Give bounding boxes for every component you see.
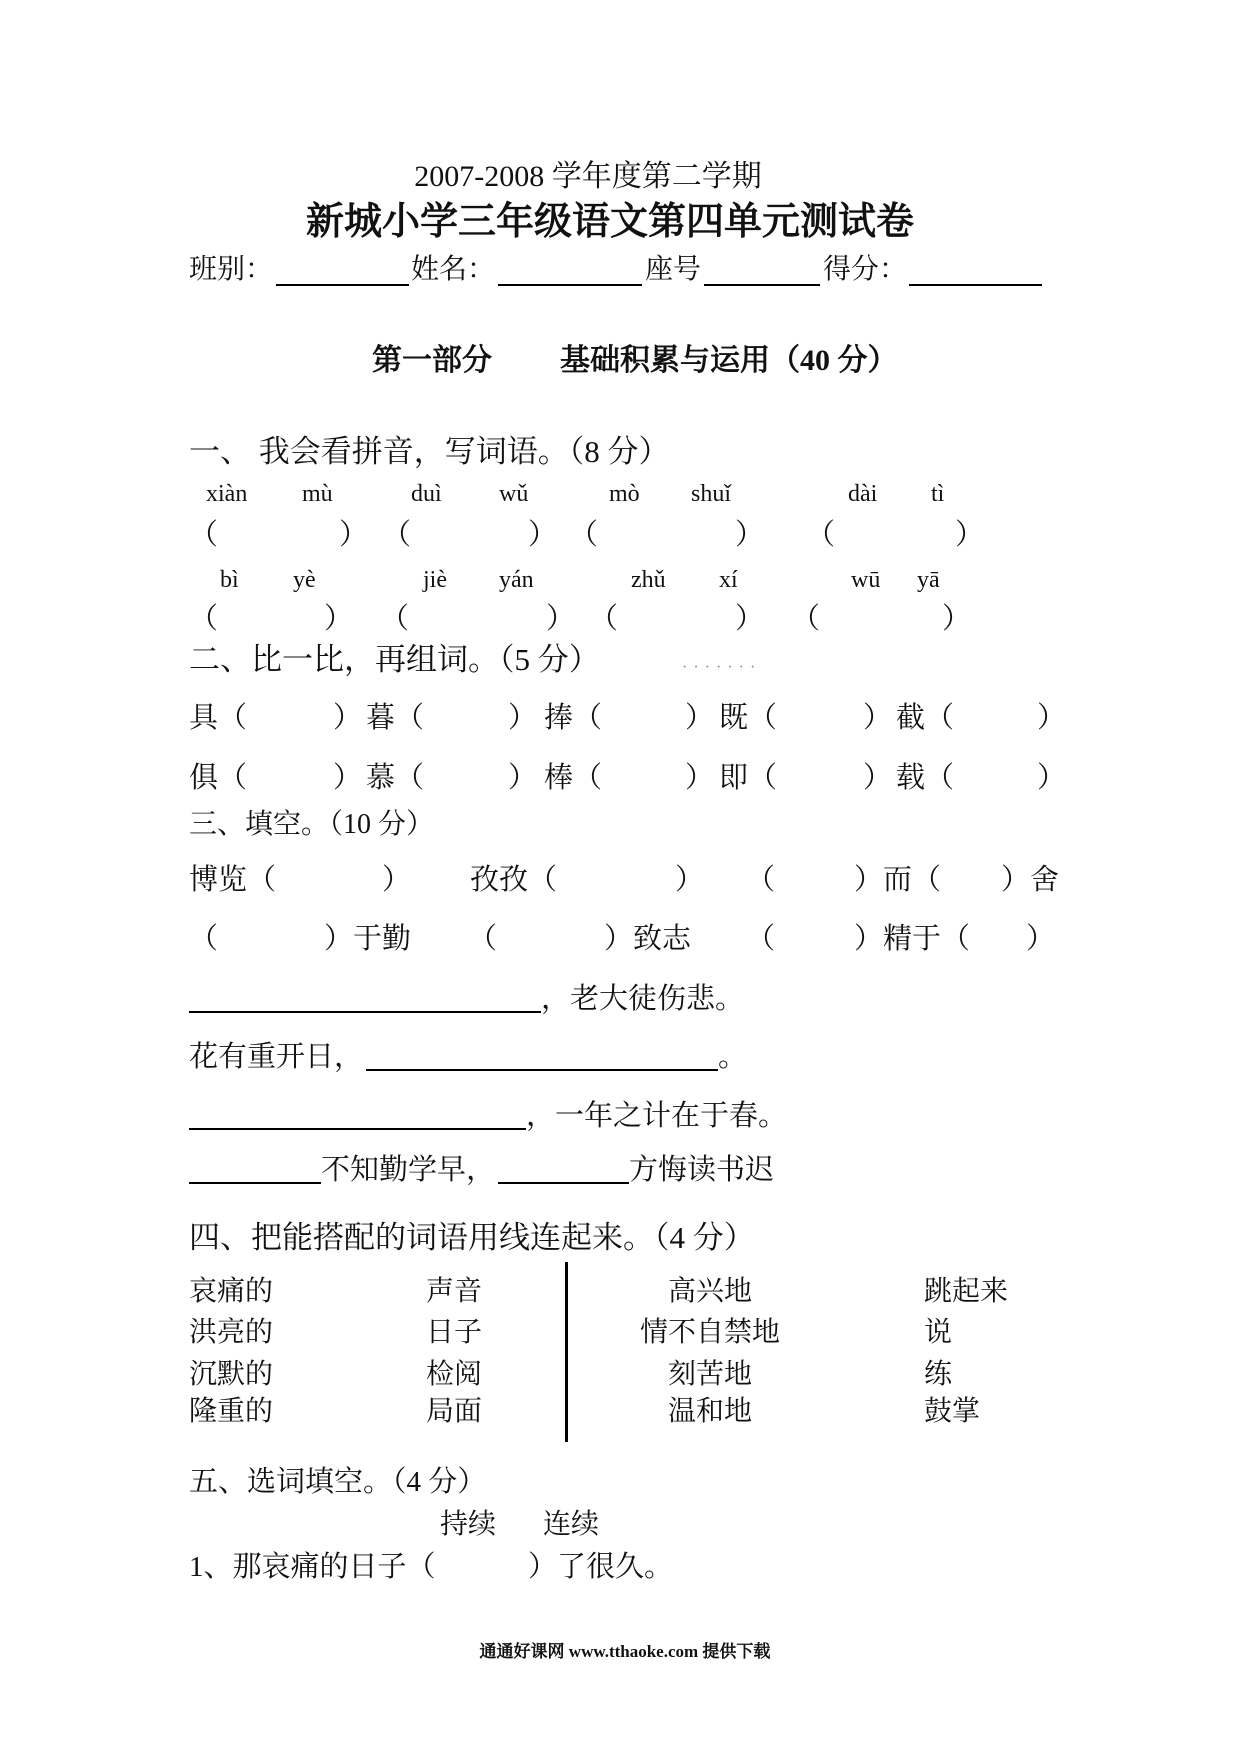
answer-blank-line (498, 1182, 629, 1184)
pinyin-syllable: xiàn (206, 481, 248, 507)
score-label: 得分： (823, 254, 908, 285)
match-right-word: 练 (924, 1359, 953, 1390)
paren-close: ） (324, 603, 354, 635)
verse-text: 不知勤学早， (321, 1154, 496, 1186)
pinyin-syllable: xí (719, 567, 738, 593)
compare-char: 捧 (544, 702, 574, 734)
paren-close: ） (863, 762, 893, 794)
verse-text: ，老大徒伤悲。 (541, 983, 745, 1015)
class-label: 班别： (189, 254, 274, 285)
compare-char: 截 (896, 702, 926, 734)
match-right-word: 温和地 (667, 1396, 752, 1427)
verse-text: 。 (718, 1041, 748, 1073)
paren-open: （ (395, 702, 425, 734)
paren-close: ） (333, 702, 363, 734)
name-label: 姓名： (411, 254, 496, 285)
paren-open: （ (218, 702, 248, 734)
word-option: 持续 (440, 1509, 497, 1540)
paren-open: （ (382, 519, 412, 551)
pinyin-syllable: mù (302, 481, 333, 507)
pinyin-syllable: shuǐ (691, 481, 732, 507)
paren-open: （ (218, 762, 248, 794)
pinyin-syllable: tì (931, 481, 945, 507)
pinyin-syllable: wū (851, 567, 881, 593)
answer-blank-line (189, 1011, 541, 1013)
paren-open: （ (189, 923, 219, 955)
paren-open: （ (746, 864, 776, 896)
paren-close: ） (735, 519, 765, 551)
answer-blank-line (366, 1069, 718, 1071)
pinyin-syllable: bì (220, 567, 239, 593)
paren-close: ） (1026, 923, 1056, 955)
paren-open: （ (589, 603, 619, 635)
compare-char: 暮 (366, 702, 396, 734)
pinyin-syllable: duì (411, 481, 442, 507)
paren-close: ） (339, 519, 369, 551)
pinyin-syllable: zhǔ (631, 567, 666, 593)
match-right-word: 说 (924, 1317, 953, 1348)
name-blank (498, 284, 642, 286)
compare-char: 具 (189, 702, 219, 734)
question-2-title: 二、比一比，再组词。（5 分） (189, 642, 600, 677)
paren-open: （ (247, 864, 277, 896)
paren-close: ） (863, 702, 893, 734)
match-left-word: 沉默的 (189, 1359, 274, 1390)
match-left-word: 日子 (426, 1317, 483, 1348)
paren-close: ） (604, 923, 634, 955)
compare-char: 载 (896, 762, 926, 794)
question-3-title: 三、填空。（10 分） (189, 809, 435, 840)
idiom-text: 致志 (633, 923, 692, 955)
idiom-text: 博览 (189, 864, 248, 896)
paren-open: （ (189, 603, 219, 635)
compare-char: 棒 (544, 762, 574, 794)
item-text: 1、那哀痛的日子（ (189, 1551, 436, 1583)
dot-marks: · · · · · · · (682, 659, 757, 676)
pinyin-syllable: dài (848, 481, 878, 507)
paren-close: ） (1037, 702, 1067, 734)
pinyin-syllable: yā (917, 567, 940, 593)
idiom-text: 于勤 (353, 923, 412, 955)
answer-blank-line (189, 1128, 526, 1130)
paren-open: （ (189, 519, 219, 551)
idiom-text: 舍 (1030, 864, 1060, 896)
question-1-title: 一、 我会看拼音，写词语。（8 分） (189, 434, 670, 469)
match-right-word: 高兴地 (667, 1276, 752, 1307)
item-text: ）了很久。 (528, 1551, 674, 1583)
paren-open: （ (925, 762, 955, 794)
column-divider (565, 1262, 568, 1442)
paren-close: ） (685, 762, 715, 794)
paren-close: ） (508, 702, 538, 734)
compare-char: 俱 (189, 762, 219, 794)
paren-close: ） (1037, 762, 1067, 794)
paren-open: （ (569, 519, 599, 551)
match-left-word: 洪亮的 (189, 1317, 274, 1348)
paren-open: （ (573, 762, 603, 794)
seat-label: 座号 (645, 254, 702, 285)
compare-char: 慕 (366, 762, 396, 794)
part-label: 第一部分 (372, 344, 492, 377)
paren-open: （ (806, 519, 836, 551)
pinyin-syllable: yè (293, 567, 316, 593)
paren-close: ） (854, 864, 884, 896)
pinyin-syllable: yán (499, 567, 534, 593)
verse-text: ，一年之计在于春。 (526, 1100, 788, 1132)
paren-close: ） (685, 702, 715, 734)
paren-open: （ (380, 603, 410, 635)
match-left-word: 局面 (426, 1396, 483, 1427)
question-5-title: 五、选词填空。（4 分） (189, 1466, 487, 1498)
paren-close: ） (382, 864, 412, 896)
term-line: 2007-2008 学年度第二学期 (414, 160, 762, 193)
paren-close: ） (675, 864, 705, 896)
word-option: 连续 (543, 1509, 600, 1540)
paren-open: （ (925, 702, 955, 734)
paren-open: （ (912, 864, 942, 896)
paren-close: ） (528, 519, 558, 551)
paren-open: （ (395, 762, 425, 794)
paren-open: （ (748, 762, 778, 794)
pinyin-syllable: wǔ (499, 481, 529, 507)
match-right-word: 鼓掌 (924, 1396, 981, 1427)
match-left-word: 隆重的 (189, 1396, 274, 1427)
paren-close: ） (324, 923, 354, 955)
match-right-word: 跳起来 (924, 1276, 1009, 1307)
class-blank (276, 284, 409, 286)
paren-close: ） (942, 603, 972, 635)
idiom-text: 孜孜 (470, 864, 529, 896)
seat-blank (704, 284, 820, 286)
paren-open: （ (748, 702, 778, 734)
pinyin-syllable: jiè (423, 567, 447, 593)
paren-open: （ (468, 923, 498, 955)
paren-close: ） (955, 519, 985, 551)
paren-close: ） (508, 762, 538, 794)
paren-close: ） (546, 603, 576, 635)
exam-title: 新城小学三年级语文第四单元测试卷 (306, 201, 915, 243)
footer-source: 通通好课网 www.tthaoke.com 提供下载 (479, 1642, 771, 1661)
paren-open: （ (746, 923, 776, 955)
match-right-word: 情不自禁地 (639, 1317, 780, 1348)
paren-close: ） (735, 603, 765, 635)
paren-open: （ (941, 923, 971, 955)
paren-open: （ (791, 603, 821, 635)
idiom-text: 而 (883, 864, 913, 896)
paren-open: （ (573, 702, 603, 734)
paren-close: ） (854, 923, 884, 955)
score-blank (909, 284, 1042, 286)
compare-char: 既 (719, 702, 749, 734)
verse-text: 花有重开日， (189, 1041, 364, 1073)
compare-char: 即 (719, 762, 749, 794)
verse-text: 方悔读书迟 (629, 1154, 775, 1186)
match-right-word: 刻苦地 (667, 1359, 752, 1390)
paren-open: （ (528, 864, 558, 896)
paren-close: ） (1001, 864, 1031, 896)
question-4-title: 四、把能搭配的词语用线连起来。（4 分） (189, 1220, 755, 1255)
paren-close: ） (333, 762, 363, 794)
answer-blank-line (189, 1182, 321, 1184)
pinyin-syllable: mò (609, 481, 640, 507)
part-title: 基础积累与运用（40 分） (560, 344, 898, 377)
match-left-word: 哀痛的 (189, 1276, 274, 1307)
match-left-word: 检阅 (426, 1359, 483, 1390)
idiom-text: 精于 (883, 923, 942, 955)
match-left-word: 声音 (426, 1276, 483, 1307)
